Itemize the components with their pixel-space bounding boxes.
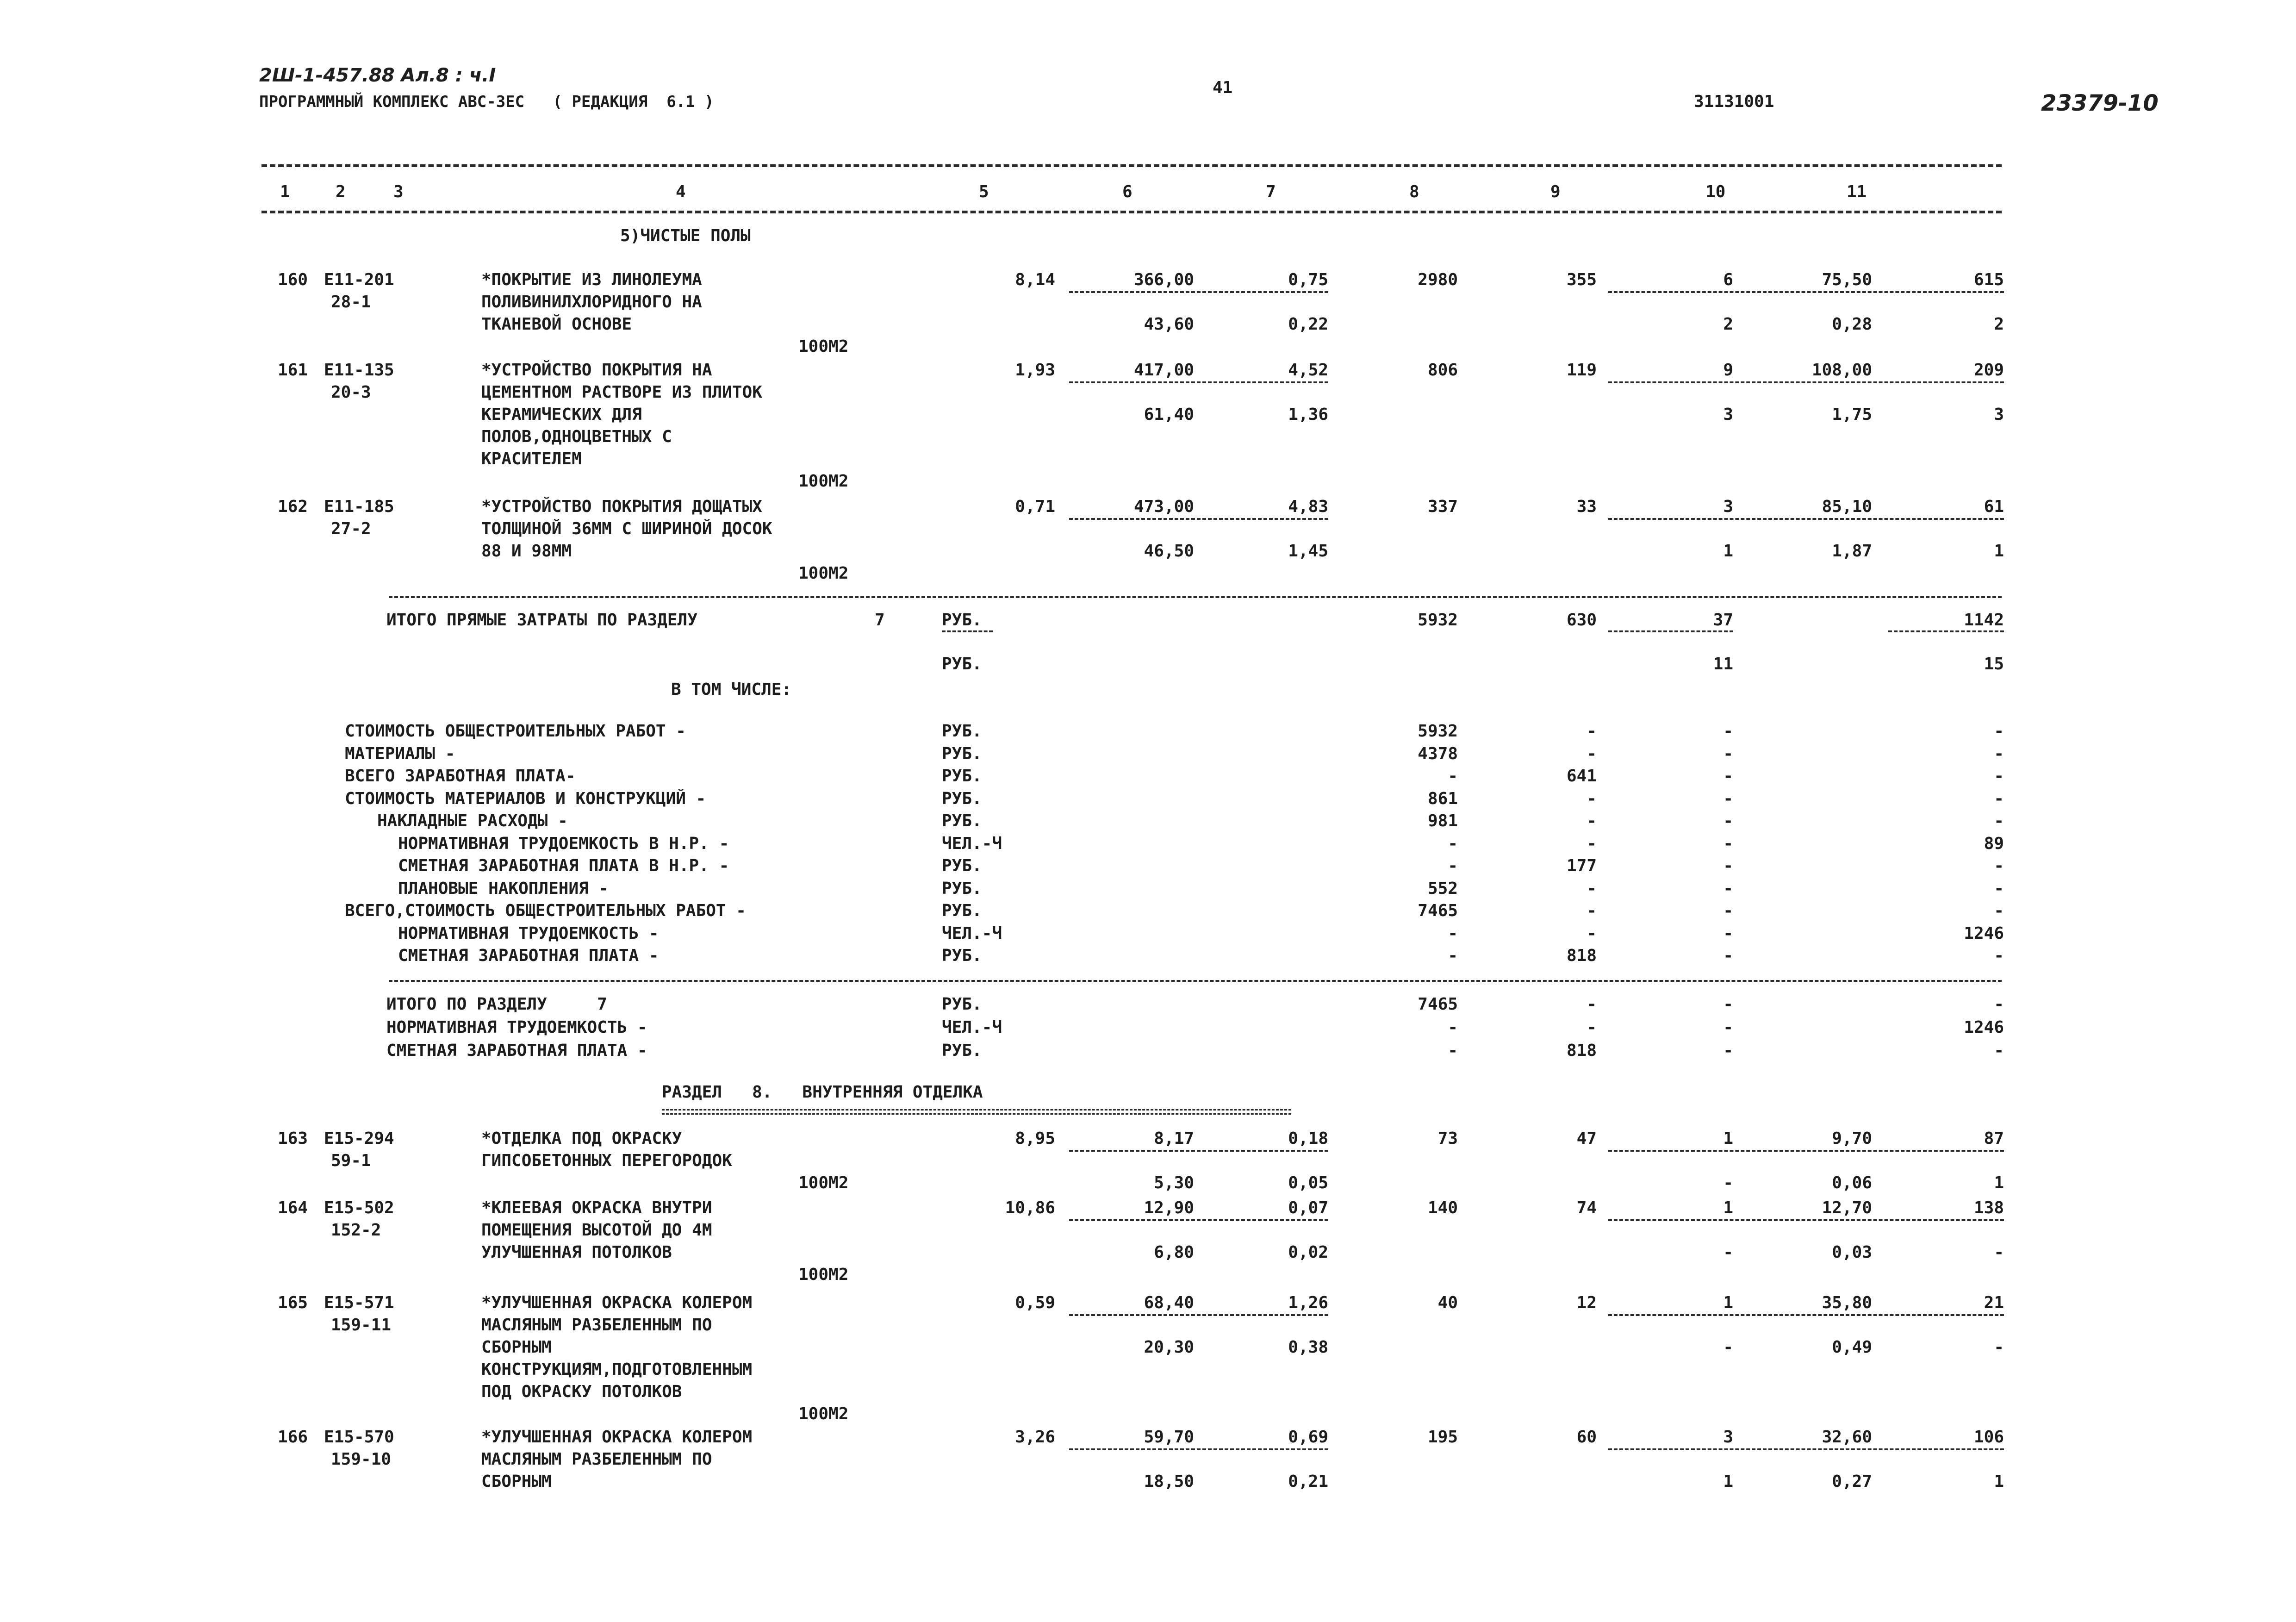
item-cost-salary: 119	[1566, 361, 1597, 380]
item-labor-total: 106	[1973, 1428, 2004, 1447]
item-price-machine-salary-2: 0,02	[1288, 1243, 1328, 1262]
item-price-salary: 0,75	[1288, 270, 1328, 289]
item-price-total: 68,40	[1144, 1293, 1194, 1312]
item-quantity: 8,95	[1015, 1129, 1055, 1148]
item-price-machine-salary-2: 1,36	[1288, 405, 1328, 424]
breakdown-salary: -	[1587, 722, 1597, 741]
rule-header-bottom	[261, 211, 2002, 213]
item-cost-machine-salary: -	[1723, 1173, 1733, 1192]
item-unit: 100М2	[798, 564, 849, 583]
item-cost-total: 337	[1427, 497, 1458, 516]
item-labor-machine-total: 1	[1994, 542, 2004, 561]
section-total-label: ИТОГО ПО РАЗДЕЛУ 7	[386, 995, 607, 1014]
item-labor-total: 21	[1984, 1293, 2004, 1312]
item-labor-machine-norm: 1,75	[1832, 405, 1872, 424]
item-quantity: 1,93	[1015, 361, 1055, 380]
section-total-machines: -	[1723, 1041, 1733, 1060]
item-cost-total: 806	[1427, 361, 1458, 380]
item-description-line: *УЛУЧШЕННАЯ ОКРАСКА КОЛЕРОМ	[481, 1428, 753, 1447]
section-total-label: СМЕТНАЯ ЗАРАБОТНАЯ ПЛАТА -	[386, 1041, 647, 1060]
item-cost-salary: 12	[1576, 1293, 1597, 1312]
breakdown-machines: -	[1723, 923, 1733, 943]
rule-top	[261, 164, 2002, 167]
item-cost-total: 195	[1427, 1428, 1458, 1447]
item-subrule	[1069, 518, 1328, 520]
item-unit: 100М2	[798, 1404, 849, 1423]
item-cost-salary: 74	[1576, 1198, 1597, 1217]
breakdown-machines: -	[1723, 901, 1733, 920]
item-subrule	[1608, 381, 2004, 383]
total-machine-salary: 11	[1713, 655, 1733, 674]
column-number: 3	[393, 182, 404, 201]
breakdown-labor: -	[1994, 856, 2004, 875]
breakdown-cost: 981	[1427, 811, 1458, 830]
item-code: Е11-185	[324, 497, 394, 516]
column-number: 4	[676, 182, 686, 201]
item-price-machine-salary-2: 0,05	[1288, 1173, 1328, 1192]
breakdown-salary: 818	[1566, 946, 1597, 965]
item-cost-machines: 3	[1723, 1428, 1733, 1447]
item-labor-norm: 32,60	[1822, 1428, 1872, 1447]
total-machines-rule	[1608, 630, 1733, 632]
breakdown-labor: 89	[1984, 834, 2004, 853]
item-subrule	[1608, 1448, 2004, 1450]
breakdown-label: ПЛАНОВЫЕ НАКОПЛЕНИЯ -	[398, 879, 609, 898]
section-total-label: НОРМАТИВНАЯ ТРУДОЕМКОСТЬ -	[386, 1018, 647, 1037]
item-cost-total: 40	[1437, 1293, 1458, 1312]
item-cost-machines: 1	[1723, 1129, 1733, 1148]
item-price-machine-salary: 61,40	[1144, 405, 1194, 424]
item-cost-total: 73	[1437, 1129, 1458, 1148]
item-price-machine-salary: 20,30	[1144, 1338, 1194, 1357]
column-number: 7	[1266, 182, 1276, 201]
item-subcode: 152-2	[331, 1221, 381, 1240]
section-total-cost: -	[1448, 1018, 1458, 1037]
total-unit-rule	[942, 630, 993, 632]
breakdown-salary: 177	[1566, 856, 1597, 875]
item-labor-machine-total: 2	[1994, 315, 2004, 334]
item-cost-salary: 33	[1576, 497, 1597, 516]
item-subcode: 59-1	[331, 1151, 371, 1170]
item-cost-total: 140	[1427, 1198, 1458, 1217]
item-number: 163	[278, 1129, 308, 1148]
item-quantity: 0,59	[1015, 1293, 1055, 1312]
item-cost-machine-salary: 2	[1723, 315, 1733, 334]
section-total-salary: -	[1587, 1018, 1597, 1037]
breakdown-cost: 552	[1427, 879, 1458, 898]
including-label: В ТОМ ЧИСЛЕ:	[671, 680, 792, 699]
item-labor-norm: 85,10	[1822, 497, 1872, 516]
breakdown-cost: -	[1448, 923, 1458, 943]
item-price-machine-salary: 18,50	[1144, 1472, 1194, 1491]
breakdown-salary: -	[1587, 923, 1597, 943]
breakdown-unit: РУБ.	[942, 856, 982, 875]
item-number: 164	[278, 1198, 308, 1217]
item-number: 161	[278, 361, 308, 380]
breakdown-cost: 4378	[1418, 744, 1458, 763]
item-subrule	[1608, 1150, 2004, 1152]
item-description-line: СБОРНЫМ	[481, 1472, 552, 1491]
item-cost-salary: 60	[1576, 1428, 1597, 1447]
breakdown-labor: -	[1994, 744, 2004, 763]
section-title-underline	[662, 1109, 1291, 1115]
breakdown-salary: -	[1587, 789, 1597, 808]
breakdown-cost: -	[1448, 856, 1458, 875]
item-code: Е15-294	[324, 1129, 394, 1148]
section-total-salary: 818	[1566, 1041, 1597, 1060]
item-description-line: ПОД ОКРАСКУ ПОТОЛКОВ	[481, 1382, 682, 1401]
item-cost-machines: 6	[1723, 270, 1733, 289]
column-number: 1	[280, 182, 290, 201]
item-cost-machines: 1	[1723, 1198, 1733, 1217]
item-price-salary: 1,26	[1288, 1293, 1328, 1312]
section-total-unit: РУБ.	[942, 1041, 982, 1060]
item-description-line: *КЛЕЕВАЯ ОКРАСКА ВНУТРИ	[481, 1198, 712, 1217]
breakdown-labor: -	[1994, 722, 2004, 741]
page-number: 41	[1213, 78, 1233, 97]
item-labor-machine-total: 1	[1994, 1173, 2004, 1192]
item-cost-machine-salary: 1	[1723, 542, 1733, 561]
total-unit: РУБ.	[942, 611, 982, 630]
item-quantity: 10,86	[1005, 1198, 1055, 1217]
item-cost-machine-salary: -	[1723, 1338, 1733, 1357]
item-description-line: СБОРНЫМ	[481, 1338, 552, 1357]
item-description-line: ТКАНЕВОЙ ОСНОВЕ	[481, 315, 632, 334]
item-number: 162	[278, 497, 308, 516]
item-description-line: ПОМЕЩЕНИЯ ВЫСОТОЙ ДО 4М	[481, 1221, 712, 1240]
breakdown-machines: -	[1723, 811, 1733, 830]
item-description-line: КРАСИТЕЛЕМ	[481, 449, 582, 468]
breakdown-machines: -	[1723, 789, 1733, 808]
item-quantity: 3,26	[1015, 1428, 1055, 1447]
breakdown-machines: -	[1723, 722, 1733, 741]
breakdown-salary: -	[1587, 879, 1597, 898]
item-subcode: 159-11	[331, 1316, 392, 1335]
item-labor-total: 138	[1973, 1198, 2004, 1217]
item-labor-machine-norm: 0,06	[1832, 1173, 1872, 1192]
breakdown-cost: -	[1448, 946, 1458, 965]
item-description-line: *ОТДЕЛКА ПОД ОКРАСКУ	[481, 1129, 682, 1148]
item-subrule	[1608, 291, 2004, 293]
item-quantity: 8,14	[1015, 270, 1055, 289]
section-total-salary: -	[1587, 995, 1597, 1014]
item-unit: 100М2	[798, 337, 849, 356]
item-unit: 100М2	[798, 472, 849, 491]
breakdown-unit: РУБ.	[942, 811, 982, 830]
item-cost-total: 2980	[1418, 270, 1458, 289]
breakdown-label: СМЕТНАЯ ЗАРАБОТНАЯ ПЛАТА -	[398, 946, 659, 965]
item-description-line: МАСЛЯНЫМ РАЗБЕЛЕННЫМ ПО	[481, 1450, 712, 1469]
item-subrule	[1608, 518, 2004, 520]
item-price-total: 417,00	[1133, 361, 1194, 380]
item-description-line: УЛУЧШЕННАЯ ПОТОЛКОВ	[481, 1243, 672, 1262]
total-salary: 630	[1566, 611, 1597, 630]
column-number: 9	[1550, 182, 1561, 201]
breakdown-label: СТОИМОСТЬ ОБЩЕСТРОИТЕЛЬНЫХ РАБОТ -	[345, 722, 686, 741]
item-price-machine-salary-2: 0,21	[1288, 1472, 1328, 1491]
breakdown-machines: -	[1723, 767, 1733, 786]
breakdown-labor: -	[1994, 946, 2004, 965]
item-price-machine-salary: 43,60	[1144, 315, 1194, 334]
total-labor-rule	[1888, 630, 2004, 632]
item-cost-salary: 47	[1576, 1129, 1597, 1148]
item-labor-machine-norm: 0,49	[1832, 1338, 1872, 1357]
item-subrule	[1069, 1150, 1328, 1152]
section-total-labor: -	[1994, 1041, 2004, 1060]
section-total-labor: 1246	[1964, 1018, 2004, 1037]
item-labor-norm: 35,80	[1822, 1293, 1872, 1312]
item-price-total: 59,70	[1144, 1428, 1194, 1447]
total-label: ИТОГО ПРЯМЫЕ ЗАТРАТЫ ПО РАЗДЕЛУ	[386, 611, 697, 630]
item-labor-machine-total: -	[1994, 1243, 2004, 1262]
breakdown-salary: -	[1587, 834, 1597, 853]
item-number: 166	[278, 1428, 308, 1447]
breakdown-salary: 641	[1566, 767, 1597, 786]
item-price-total: 366,00	[1133, 270, 1194, 289]
program-header: ПРОГРАММНЫЙ КОМПЛЕКС АВС-3ЕС ( РЕДАКЦИЯ 6.1 )	[259, 93, 714, 111]
item-subrule	[1608, 1219, 2004, 1221]
breakdown-machines: -	[1723, 946, 1733, 965]
item-labor-total: 61	[1984, 497, 2004, 516]
total-section-number: 7	[875, 611, 885, 630]
section-total-machines: -	[1723, 1018, 1733, 1037]
item-labor-machine-norm: 0,28	[1832, 315, 1872, 334]
stamp-number: 23379-10	[2041, 90, 2159, 116]
item-unit: 100М2	[798, 1173, 849, 1192]
item-subrule	[1069, 1314, 1328, 1316]
item-description-line: КЕРАМИЧЕСКИХ ДЛЯ	[481, 405, 642, 424]
breakdown-label: ВСЕГО,СТОИМОСТЬ ОБЩЕСТРОИТЕЛЬНЫХ РАБОТ -	[345, 901, 746, 920]
section-total-cost: -	[1448, 1041, 1458, 1060]
item-price-salary: 0,07	[1288, 1198, 1328, 1217]
item-price-total: 473,00	[1133, 497, 1194, 516]
breakdown-cost: 5932	[1418, 722, 1458, 741]
breakdown-label: ВСЕГО ЗАРАБОТНАЯ ПЛАТА-	[345, 767, 576, 786]
item-code: Е11-135	[324, 361, 394, 380]
rule-before-total	[389, 596, 2002, 598]
breakdown-unit: РУБ.	[942, 789, 982, 808]
breakdown-machines: -	[1723, 879, 1733, 898]
item-price-machine-salary-2: 0,38	[1288, 1338, 1328, 1357]
column-number: 2	[336, 182, 346, 201]
breakdown-machines: -	[1723, 744, 1733, 763]
total-cost: 5932	[1418, 611, 1458, 630]
breakdown-label: СМЕТНАЯ ЗАРАБОТНАЯ ПЛАТА В Н.Р. -	[398, 856, 729, 875]
item-unit: 100М2	[798, 1265, 849, 1284]
document-code: 31131001	[1694, 92, 1774, 111]
column-number: 5	[979, 182, 989, 201]
item-subrule	[1069, 1448, 1328, 1450]
item-cost-machines: 3	[1723, 497, 1733, 516]
item-code: Е15-570	[324, 1428, 394, 1447]
item-subcode: 28-1	[331, 293, 371, 312]
breakdown-label: НОРМАТИВНАЯ ТРУДОЕМКОСТЬ -	[398, 923, 659, 943]
item-labor-norm: 12,70	[1822, 1198, 1872, 1217]
item-subrule	[1069, 1219, 1328, 1221]
item-description-line: *УСТРОЙСТВО ПОКРЫТИЯ НА	[481, 361, 712, 380]
item-labor-machine-total: 3	[1994, 405, 2004, 424]
breakdown-unit: РУБ.	[942, 744, 982, 763]
item-price-salary: 4,83	[1288, 497, 1328, 516]
breakdown-cost: -	[1448, 834, 1458, 853]
item-labor-norm: 9,70	[1832, 1129, 1872, 1148]
item-price-salary: 0,18	[1288, 1129, 1328, 1148]
item-cost-machines: 1	[1723, 1293, 1733, 1312]
section-total-unit: РУБ.	[942, 995, 982, 1014]
section-title-next: РАЗДЕЛ 8. ВНУТРЕННЯЯ ОТДЕЛКА	[662, 1083, 983, 1102]
item-number: 165	[278, 1293, 308, 1312]
breakdown-label: НОРМАТИВНАЯ ТРУДОЕМКОСТЬ В Н.Р. -	[398, 834, 729, 853]
item-price-machine-salary-2: 0,22	[1288, 315, 1328, 334]
item-code: Е11-201	[324, 270, 394, 289]
item-price-machine-salary: 6,80	[1154, 1243, 1194, 1262]
item-price-total: 8,17	[1154, 1129, 1194, 1148]
breakdown-salary: -	[1587, 811, 1597, 830]
section-total-unit: ЧЕЛ.-Ч	[942, 1018, 1002, 1037]
item-labor-machine-norm: 0,27	[1832, 1472, 1872, 1491]
breakdown-label: СТОИМОСТЬ МАТЕРИАЛОВ И КОНСТРУКЦИЙ -	[345, 789, 706, 808]
item-labor-total: 615	[1973, 270, 2004, 289]
section-total-labor: -	[1994, 995, 2004, 1014]
item-subcode: 20-3	[331, 383, 371, 402]
item-description-line: МАСЛЯНЫМ РАЗБЕЛЕННЫМ ПО	[481, 1316, 712, 1335]
item-description-line: 88 И 98ММ	[481, 542, 572, 561]
breakdown-unit: РУБ.	[942, 722, 982, 741]
handwritten-reference: 2Ш-1-457.88 Ал.8 : ч.I	[259, 65, 496, 86]
item-cost-salary: 355	[1566, 270, 1597, 289]
item-code: Е15-502	[324, 1198, 394, 1217]
breakdown-machines: -	[1723, 856, 1733, 875]
breakdown-unit: РУБ.	[942, 879, 982, 898]
section-title-previous: 5)ЧИСТЫЕ ПОЛЫ	[620, 226, 751, 245]
total-labor: 1142	[1964, 611, 2004, 630]
breakdown-unit: РУБ.	[942, 767, 982, 786]
item-subcode: 159-10	[331, 1450, 392, 1469]
breakdown-cost: 7465	[1418, 901, 1458, 920]
item-number: 160	[278, 270, 308, 289]
item-description-line: *УСТРОЙСТВО ПОКРЫТИЯ ДОЩАТЫХ	[481, 497, 762, 516]
item-price-machine-salary: 5,30	[1154, 1173, 1194, 1192]
breakdown-labor: -	[1994, 789, 2004, 808]
breakdown-labor: -	[1994, 811, 2004, 830]
total-unit-2: РУБ.	[942, 655, 982, 674]
total-labor-machine: 15	[1984, 655, 2004, 674]
rule-before-section-total	[389, 980, 2002, 982]
item-labor-total: 87	[1984, 1129, 2004, 1148]
breakdown-unit: ЧЕЛ.-Ч	[942, 923, 1002, 943]
column-number: 8	[1409, 182, 1419, 201]
breakdown-labor: -	[1994, 879, 2004, 898]
item-description-line: ЦЕМЕНТНОМ РАСТВОРЕ ИЗ ПЛИТОК	[481, 383, 762, 402]
breakdown-salary: -	[1587, 744, 1597, 763]
section-total-cost: 7465	[1418, 995, 1458, 1014]
column-number: 6	[1122, 182, 1132, 201]
item-subcode: 27-2	[331, 519, 371, 538]
item-description-line: КОНСТРУКЦИЯМ,ПОДГОТОВЛЕННЫМ	[481, 1360, 753, 1379]
item-cost-machine-salary: 3	[1723, 405, 1733, 424]
item-subrule	[1608, 1314, 2004, 1316]
item-labor-machine-norm: 1,87	[1832, 542, 1872, 561]
breakdown-unit: РУБ.	[942, 946, 982, 965]
item-subrule	[1069, 291, 1328, 293]
breakdown-unit: РУБ.	[942, 901, 982, 920]
item-description-line: ГИПСОБЕТОННЫХ ПЕРЕГОРОДОК	[481, 1151, 732, 1170]
breakdown-label: НАКЛАДНЫЕ РАСХОДЫ -	[377, 811, 568, 830]
item-labor-total: 209	[1973, 361, 2004, 380]
item-code: Е15-571	[324, 1293, 394, 1312]
section-total-machines: -	[1723, 995, 1733, 1014]
item-quantity: 0,71	[1015, 497, 1055, 516]
item-description-line: ПОЛИВИНИЛХЛОРИДНОГО НА	[481, 293, 702, 312]
item-labor-norm: 108,00	[1811, 361, 1872, 380]
item-description-line: *УЛУЧШЕННАЯ ОКРАСКА КОЛЕРОМ	[481, 1293, 753, 1312]
column-number: 10	[1705, 182, 1726, 201]
breakdown-salary: -	[1587, 901, 1597, 920]
item-description-line: *ПОКРЫТИЕ ИЗ ЛИНОЛЕУМА	[481, 270, 702, 289]
item-cost-machines: 9	[1723, 361, 1733, 380]
item-price-machine-salary-2: 1,45	[1288, 542, 1328, 561]
item-description-line: ТОЛЩИНОЙ 36ММ С ШИРИНОЙ ДОСОК	[481, 519, 772, 538]
item-cost-machine-salary: 1	[1723, 1472, 1733, 1491]
item-price-salary: 0,69	[1288, 1428, 1328, 1447]
item-labor-machine-total: 1	[1994, 1472, 2004, 1491]
item-cost-machine-salary: -	[1723, 1243, 1733, 1262]
total-machines: 37	[1713, 611, 1733, 630]
column-number: 11	[1847, 182, 1867, 201]
item-price-salary: 4,52	[1288, 361, 1328, 380]
breakdown-cost: 861	[1427, 789, 1458, 808]
item-labor-machine-total: -	[1994, 1338, 2004, 1357]
breakdown-labor: 1246	[1964, 923, 2004, 943]
item-price-machine-salary: 46,50	[1144, 542, 1194, 561]
breakdown-machines: -	[1723, 834, 1733, 853]
item-price-total: 12,90	[1144, 1198, 1194, 1217]
breakdown-unit: ЧЕЛ.-Ч	[942, 834, 1002, 853]
item-labor-machine-norm: 0,03	[1832, 1243, 1872, 1262]
breakdown-labor: -	[1994, 767, 2004, 786]
breakdown-labor: -	[1994, 901, 2004, 920]
item-labor-norm: 75,50	[1822, 270, 1872, 289]
item-subrule	[1069, 381, 1328, 383]
item-description-line: ПОЛОВ,ОДНОЦВЕТНЫХ С	[481, 427, 672, 446]
breakdown-label: МАТЕРИАЛЫ -	[345, 744, 455, 763]
breakdown-cost: -	[1448, 767, 1458, 786]
